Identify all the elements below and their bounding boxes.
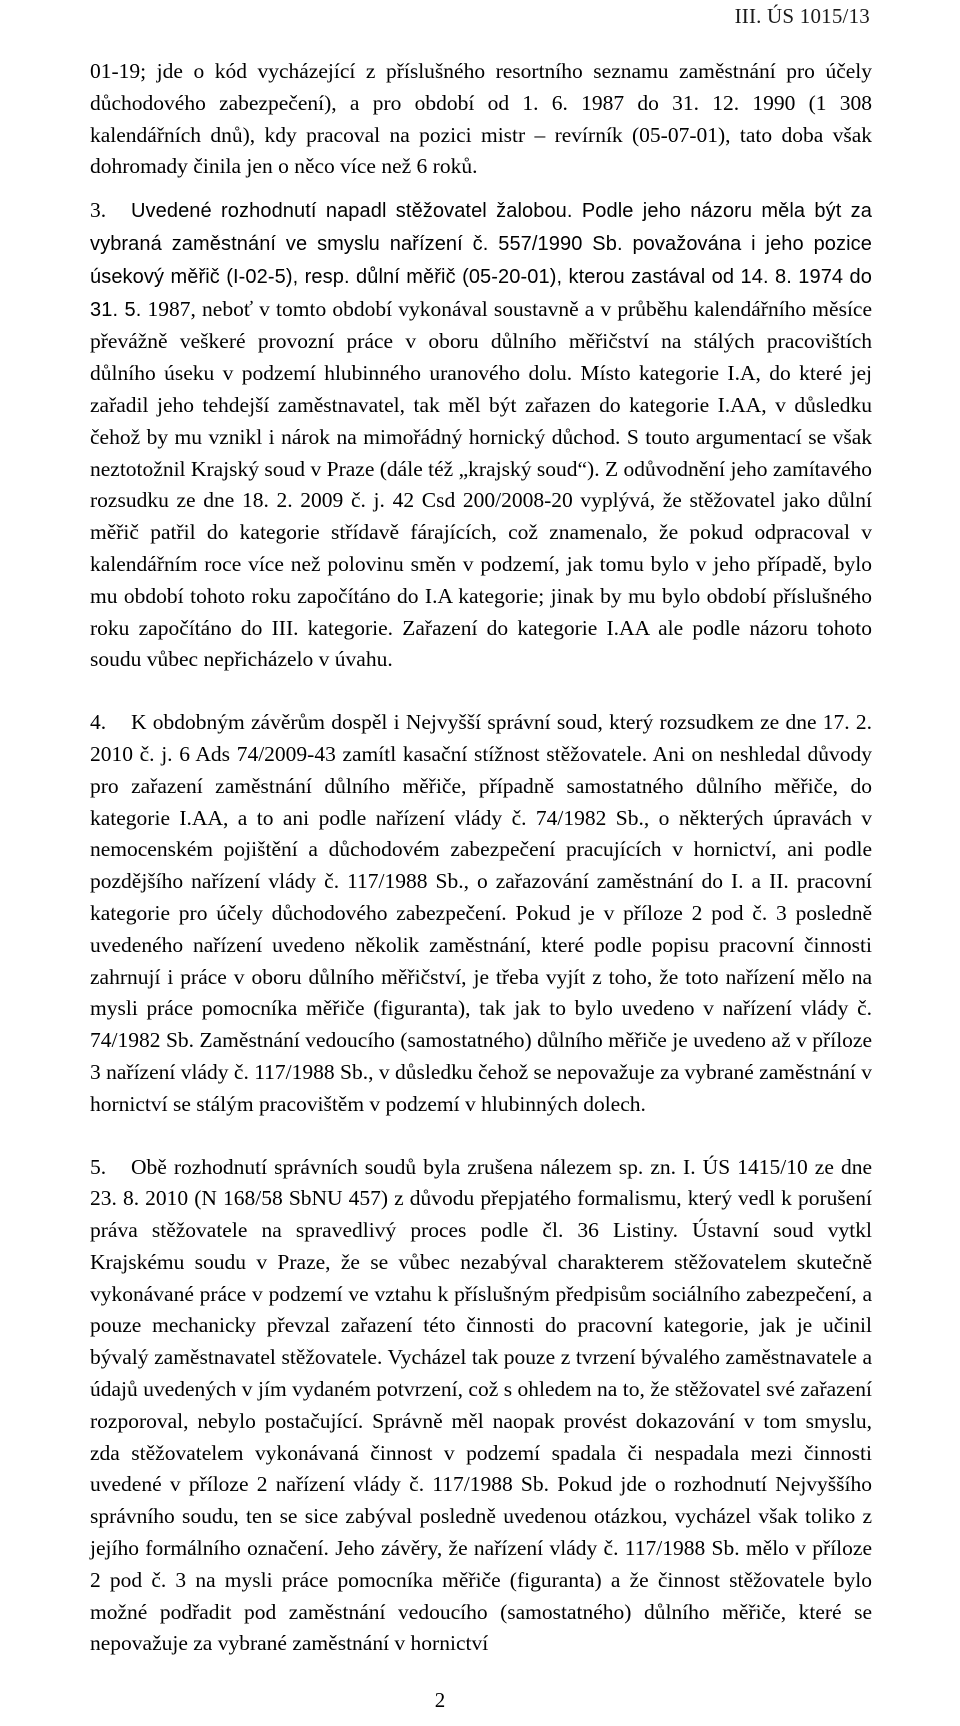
paragraph-continuation: 01-19; jde o kód vycházející z příslušného resortního seznamu zaměstnání pro účely důchodového zabezpečení), a pro období od 1. 6. 1987 do 31. 12. 1990 (1 308 kalendářních dnů), kdy pracoval na pozici mistr – revírník (05-07-01), tato doba však dohromady činila jen o něco více než 6 roků. bbox=[90, 59, 872, 179]
page-number: 2 bbox=[434, 1688, 446, 1712]
paragraph-number: 5. bbox=[90, 1154, 107, 1179]
paragraph-3-text-a: Uvedené rozhodnutí napadl stěžovatel žalobou. Podle jeho názoru měla být za vybraná zaměstnání ve smyslu nařízení č. 557/1990 Sb. považována i jeho pozice úsekový měřič (I-02-5), resp. důlní měřič (05-20-01), kterou zastával od 14. 8. 1974 do 31. 5. bbox=[90, 200, 872, 321]
paragraph-4-text: K obdobným závěrům dospěl i Nejvyšší správní soud, který rozsudkem ze dne 17. 2. 2010 č. j. 6 Ads 74/2009-43 zamítl kasační stížnost stěžovatele. Ani on neshledal důvody pro zařazení zaměstnání důlního měřiče, případně samostatného důlního měřiče, do kategorie I.AA, a to ani podle nařízení vlády č. 74/1982 Sb., o některých úpravách v nemocenském pojištění a důchodovém zabezpečení pracujících v hornictví, ani podle pozdějšího nařízení vlády č. 117/1988 Sb., o zařazování zaměstnání do I. a II. pracovní kategorie pro účely důchodového zabezpečení. Pokud je v příloze 2 pod č. 3 posledně uvedeného nařízení uvedeno několik zaměstnání, které podle popisu pracovní činnosti zahrnují i práce v oboru důlního měřičství, je třeba vyjít z toho, že toto nařízení mělo na mysli práce pomocníka měřiče (figuranta), tak jak to bylo uvedeno v nařízení vlády č. 74/1982 Sb. Zaměstnání vedoucího (samostatného) důlního měřiče je uvedeno až v příloze 3 nařízení vlády č. 117/1988 Sb., v důsledku čehož se nepovažuje za vybrané zaměstnání v hornictví se stálým pracovištěm v podzemí v hlubinných dolech. bbox=[90, 710, 872, 1116]
paragraph-4 bbox=[90, 707, 872, 1120]
paragraph-number: 4. bbox=[90, 710, 107, 735]
paragraph-5 bbox=[90, 1152, 872, 1661]
paragraph-number: 3. bbox=[90, 198, 107, 223]
paragraph-5-text: Obě rozhodnutí správních soudů byla zrušena nálezem sp. zn. I. ÚS 1415/10 ze dne 23. 8. 2010 (N 168/58 SbNU 457) z důvodu přepjatého formalismu, který vedl k porušení práva stěžovatele na spravedlivý proces podle čl. 36 Listiny. Ústavní soud vytkl Krajskému soudu v Praze, že se vůbec nezabýval charakterem stěžovatelem skutečně vykonávané práce v podzemí ve vztahu k příslušným předpisům sociálního zabezpečení, a pouze mechanicky převzal zařazení této činnosti do pracovní kategorie, jak je učinil bývalý zaměstnavatel stěžovatele. Vycházel tak pouze z tvrzení bývalého zaměstnavatele a údajů uvedených v jím vydaném potvrzení, což s ohledem na to, že stěžovatel své zařazení rozporoval, nebylo postačující. Správně měl naopak provést dokazování v tom smyslu, zda stěžovatelem vykonávaná činnost v podzemí spadala či nespadala mezi činnosti uvedené v příloze 2 nařízení vlády č. 117/1988 Sb. Pokud jde o rozhodnutí Nejvyššího správního soudu, ten se sice zabýval posledně uvedenou otázkou, vycházel však toliko z jejího formálního označení. Jeho závěry, že nařízení vlády č. 117/1988 Sb. mělo v příloze 2 pod č. 3 na mysli práce pomocníka měřiče (figuranta) a že činnost stěžovatele bylo možné podřadit pod zaměstnání vedoucího (samostatného) důlního měřiče, které se nepovažuje za vybrané zaměstnání v hornictví bbox=[90, 1154, 872, 1656]
document-body bbox=[90, 56, 872, 1660]
paragraph-3 bbox=[90, 195, 872, 676]
case-number-header: III. ÚS 1015/13 bbox=[734, 4, 870, 28]
paragraph-3-text-b: 1987, neboť v tomto období vykonával soustavně a v průběhu kalendářního měsíce převážně veškeré provozní práce v oboru důlního měřičství na stálých pracovištích důlního úseku v podzemí hlubinného uranového dolu. Místo kategorie I.A, do které jej zařadil jeho tehdejší zaměstnavatel, tak měl být zařazen do kategorie I.AA, v důsledku čehož by mu vznikl i nárok na mimořádný hornický důchod. S touto argumentací se však neztotožnil Krajský soud v Praze (dále též „krajský soud“). Z odůvodnění jeho zamítavého rozsudku ze dne 18. 2. 2009 č. j. 42 Csd 200/2008-20 vyplývá, že stěžovatel jako důlní měřič patřil do kategorie střídavě fárajících, což znamenalo, že pokud odpracoval v kalendářním roce více než polovinu směn v podzemí, jak tomu bylo v jeho případě, bylo mu období tohoto roku započítáno do I.A kategorie; jinak by mu bylo období příslušného roku započítáno do III. kategorie. Zařazení do kategorie I.AA ale podle názoru tohoto soudu vůbec nepřicházelo v úvahu. bbox=[90, 296, 872, 672]
